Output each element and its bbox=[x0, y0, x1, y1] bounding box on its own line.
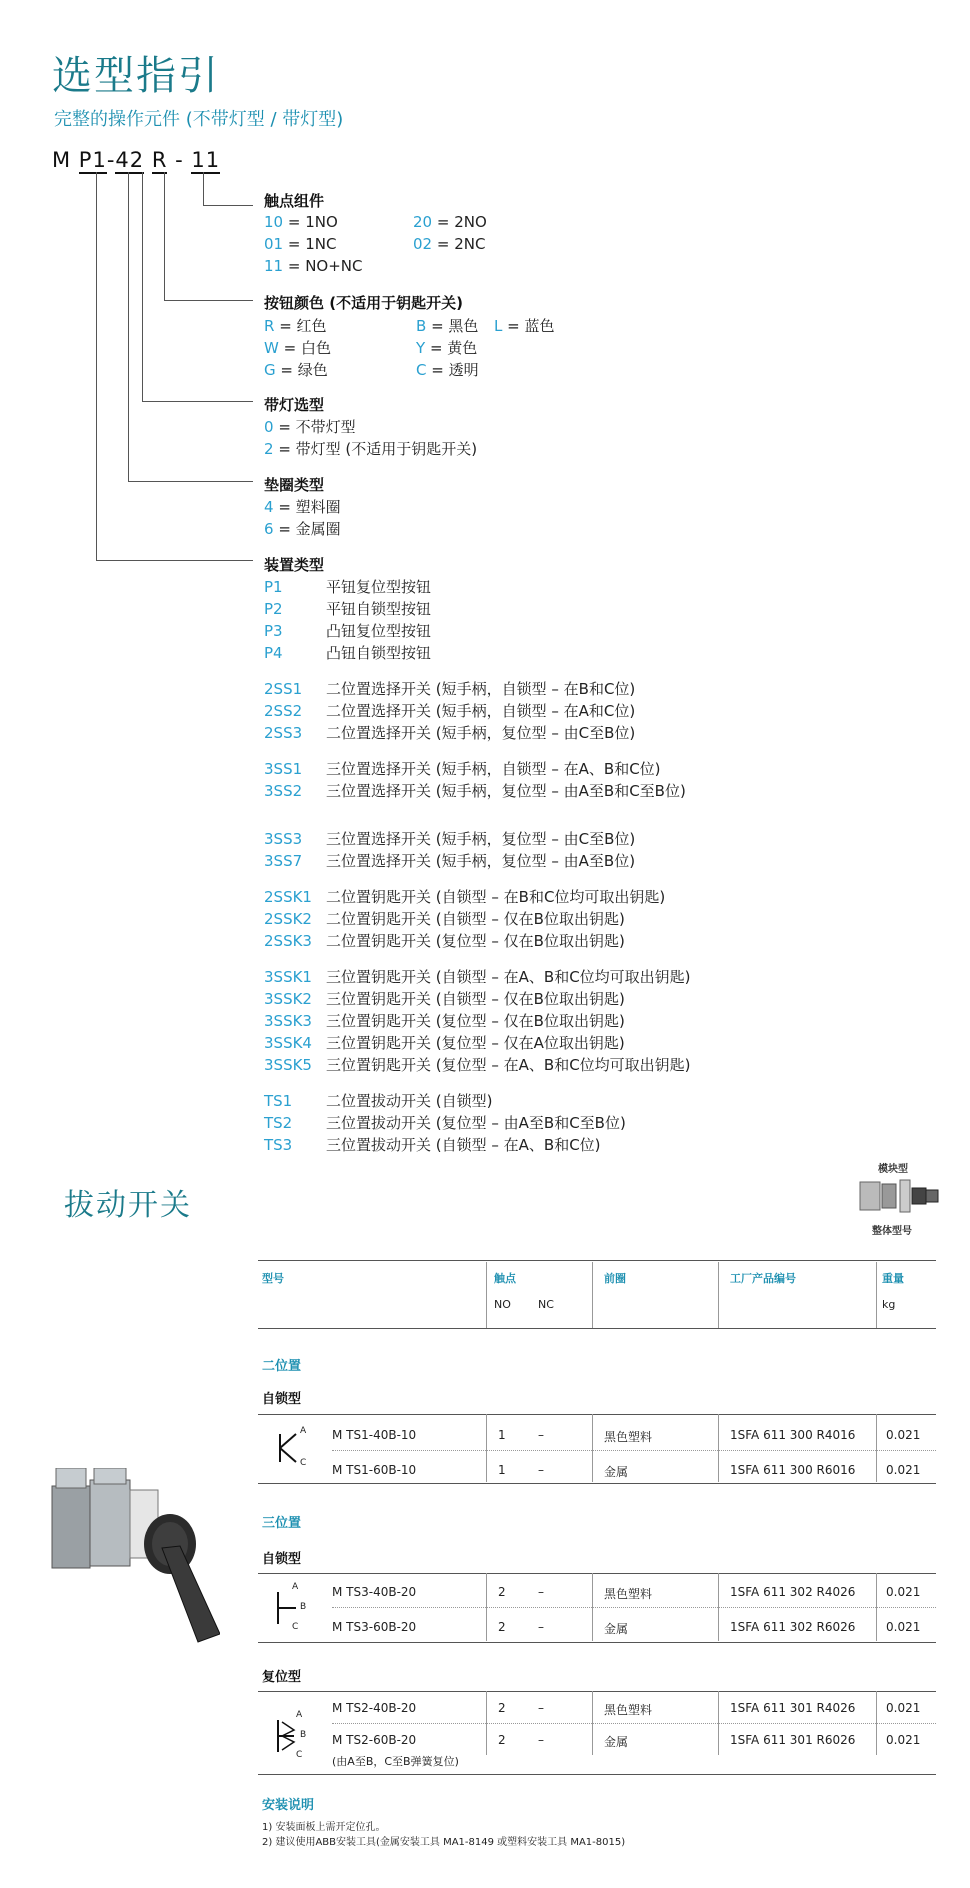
device-type-item: 3SSK3 三位置钥匙开关 (复位型 – 仅在B位取出钥匙) bbox=[264, 1012, 625, 1030]
col-contact: 触点 bbox=[494, 1272, 516, 1285]
connector-line bbox=[142, 172, 143, 402]
product-photo bbox=[50, 1468, 220, 1644]
cell-part: 1SFA 611 301 R6026 bbox=[730, 1733, 856, 1747]
col-weight: 重量 bbox=[882, 1272, 904, 1285]
cell-bezel: 黑色塑料 bbox=[604, 1430, 653, 1444]
code-dash: - bbox=[106, 148, 116, 172]
cell-nc: – bbox=[538, 1428, 544, 1442]
toggle-title: 拔动开关 bbox=[64, 1188, 192, 1223]
cell-bezel: 金属 bbox=[604, 1622, 629, 1636]
device-type-item: 2SSK2 二位置钥匙开关 (自锁型 – 仅在B位取出钥匙) bbox=[264, 910, 625, 928]
cell-no: 2 bbox=[498, 1585, 506, 1599]
install-note: 1) 安装面板上需开定位孔。 bbox=[262, 1822, 386, 1833]
connector-line bbox=[142, 401, 253, 402]
cell-model: M TS2-40B-20 bbox=[332, 1701, 417, 1715]
code-m: M bbox=[52, 148, 79, 172]
device-type-item: 2SS1 二位置选择开关 (短手柄，自锁型 – 在B和C位) bbox=[264, 680, 636, 698]
return-note: (由A至B，C至B弹簧复位) bbox=[332, 1755, 459, 1768]
cell-weight: 0.021 bbox=[886, 1701, 921, 1715]
complete-label: 整体型号 bbox=[872, 1226, 912, 1237]
col-part: 工厂产品编号 bbox=[730, 1272, 796, 1285]
color-option: R = 红色 bbox=[264, 317, 327, 335]
col-unit: kg bbox=[882, 1298, 896, 1311]
device-type-item: 2SSK3 二位置钥匙开关 (复位型 – 仅在B位取出钥匙) bbox=[264, 932, 625, 950]
page-title: 选型指引 bbox=[52, 53, 220, 99]
cell-nc: – bbox=[538, 1585, 544, 1599]
device-type-item: 3SS3 三位置选择开关 (短手柄，复位型 – 由C至B位) bbox=[264, 830, 636, 848]
device-type-item: TS3 三位置拔动开关 (自锁型 – 在A、B和C位) bbox=[264, 1136, 601, 1154]
cell-nc: – bbox=[538, 1733, 544, 1747]
two-position-symbol: A C bbox=[274, 1424, 314, 1472]
device-type-item: P4 凸钮自锁型按钮 bbox=[264, 644, 432, 662]
color-option: G = 绿色 bbox=[264, 361, 328, 379]
ring-option: 4 = 塑料圈 bbox=[264, 498, 341, 516]
cell-weight: 0.021 bbox=[886, 1463, 921, 1477]
cell-model: M TS1-60B-10 bbox=[332, 1463, 417, 1477]
cell-no: 1 bbox=[498, 1428, 506, 1442]
color-option: L = 蓝色 bbox=[494, 317, 555, 335]
contact-option: 11 = NO+NC bbox=[264, 257, 363, 275]
cell-nc: – bbox=[538, 1701, 544, 1715]
col-model: 型号 bbox=[262, 1272, 284, 1285]
color-title: 按钮颜色 (不适用于钥匙开关) bbox=[264, 294, 463, 312]
device-type-item: TS2 三位置拔动开关 (复位型 – 由A至B和C至B位) bbox=[264, 1114, 626, 1132]
device-type-item: 3SS1 三位置选择开关 (短手柄，自锁型 – 在A、B和C位) bbox=[264, 760, 661, 778]
device-type-item: TS1 二位置拔动开关 (自锁型) bbox=[264, 1092, 493, 1110]
cell-bezel: 金属 bbox=[604, 1735, 629, 1749]
code-ring: 4 bbox=[115, 148, 130, 172]
install-title: 安装说明 bbox=[262, 1798, 315, 1813]
cell-no: 1 bbox=[498, 1463, 506, 1477]
cell-model: M TS1-40B-10 bbox=[332, 1428, 417, 1442]
cell-weight: 0.021 bbox=[886, 1733, 921, 1747]
device-title: 装置类型 bbox=[264, 556, 325, 574]
cell-nc: – bbox=[538, 1620, 544, 1634]
cell-model: M TS3-60B-20 bbox=[332, 1620, 417, 1634]
contact-option: 10 = 1NO bbox=[264, 213, 338, 231]
connector-line bbox=[128, 481, 253, 482]
device-type-item: 2SS2 二位置选择开关 (短手柄，自锁型 – 在A和C位) bbox=[264, 702, 636, 720]
code-p: P1 bbox=[78, 148, 107, 172]
cell-part: 1SFA 611 301 R4026 bbox=[730, 1701, 856, 1715]
cell-weight: 0.021 bbox=[886, 1585, 921, 1599]
device-list bbox=[264, 576, 691, 1156]
contacts-title: 触点组件 bbox=[264, 192, 325, 210]
module-label: 模块型 bbox=[878, 1164, 908, 1175]
device-type-item: P2 平钮自锁型按钮 bbox=[264, 600, 432, 618]
lamp-title: 带灯选型 bbox=[264, 396, 325, 414]
col-no: NO bbox=[494, 1298, 511, 1311]
color-option: W = 白色 bbox=[264, 339, 331, 357]
cell-weight: 0.021 bbox=[886, 1428, 921, 1442]
connector-line bbox=[128, 172, 129, 482]
cell-nc: – bbox=[538, 1463, 544, 1477]
ring-title: 垫圈类型 bbox=[264, 476, 325, 494]
col-bezel: 前圈 bbox=[604, 1272, 626, 1285]
cell-bezel: 黑色塑料 bbox=[604, 1587, 653, 1601]
cell-no: 2 bbox=[498, 1620, 506, 1634]
cell-part: 1SFA 611 300 R6016 bbox=[730, 1463, 856, 1477]
device-type-item: 2SSK1 二位置钥匙开关 (自锁型 – 在B和C位均可取出钥匙) bbox=[264, 888, 666, 906]
cell-part: 1SFA 611 300 R4016 bbox=[730, 1428, 856, 1442]
connector-line bbox=[164, 172, 165, 301]
section-title: 二位置 bbox=[262, 1359, 302, 1374]
subsection-title: 自锁型 bbox=[262, 1552, 302, 1567]
three-position-return-symbol: A B C bbox=[272, 1708, 316, 1764]
cell-part: 1SFA 611 302 R4026 bbox=[730, 1585, 856, 1599]
color-option: B = 黑色 bbox=[416, 317, 479, 335]
device-type-item: P3 凸钮复位型按钮 bbox=[264, 622, 432, 640]
device-type-item: P1 平钮复位型按钮 bbox=[264, 578, 432, 596]
connector-line bbox=[203, 172, 204, 206]
cell-bezel: 黑色塑料 bbox=[604, 1703, 653, 1717]
device-type-item: 3SSK5 三位置钥匙开关 (复位型 – 在A、B和C位均可取出钥匙) bbox=[264, 1056, 691, 1074]
cell-part: 1SFA 611 302 R6026 bbox=[730, 1620, 856, 1634]
type-code bbox=[52, 148, 220, 172]
contact-option: 01 = 1NC bbox=[264, 235, 337, 253]
subsection-title: 复位型 bbox=[262, 1670, 302, 1685]
ring-option: 6 = 金属圈 bbox=[264, 520, 341, 538]
section-title: 三位置 bbox=[262, 1516, 302, 1531]
install-note: 2) 建议使用ABB安装工具(金属安装工具 MA1-8149 或塑料安装工具 MA1-8015) bbox=[262, 1837, 626, 1848]
connector-line bbox=[96, 172, 97, 561]
contact-option: 02 = 2NC bbox=[413, 235, 486, 253]
color-option: C = 透明 bbox=[416, 361, 479, 379]
page-subtitle: 完整的操作元件 (不带灯型 / 带灯型) bbox=[54, 109, 344, 130]
connector-line bbox=[164, 300, 253, 301]
cell-no: 2 bbox=[498, 1701, 506, 1715]
lamp-option: 2 = 带灯型 (不适用于钥匙开关) bbox=[264, 440, 478, 458]
connector-line bbox=[203, 205, 253, 206]
device-type-item: 2SS3 二位置选择开关 (短手柄，复位型 – 由C至B位) bbox=[264, 724, 636, 742]
cell-weight: 0.021 bbox=[886, 1620, 921, 1634]
device-type-item: 3SSK2 三位置钥匙开关 (自锁型 – 仅在B位取出钥匙) bbox=[264, 990, 625, 1008]
connector-line bbox=[96, 560, 253, 561]
code-dash: - bbox=[167, 148, 192, 172]
lamp-option: 0 = 不带灯型 bbox=[264, 418, 356, 436]
device-type-item: 3SSK1 三位置钥匙开关 (自锁型 – 在A、B和C位均可取出钥匙) bbox=[264, 968, 691, 986]
cell-model: M TS2-60B-20 bbox=[332, 1733, 417, 1747]
code-color: R bbox=[151, 148, 168, 172]
subsection-title: 自锁型 bbox=[262, 1392, 302, 1407]
code-contacts: 11 bbox=[191, 148, 221, 172]
three-position-symbol: A B C bbox=[292, 1582, 307, 1632]
device-type-item: 3SS7 三位置选择开关 (短手柄，复位型 – 由A至B位) bbox=[264, 852, 636, 870]
color-option: Y = 黄色 bbox=[416, 339, 478, 357]
cell-bezel: 金属 bbox=[604, 1465, 629, 1479]
module-icon bbox=[858, 1178, 940, 1214]
device-type-item: 3SSK4 三位置钥匙开关 (复位型 – 仅在A位取出钥匙) bbox=[264, 1034, 625, 1052]
col-nc: NC bbox=[538, 1298, 554, 1311]
cell-no: 2 bbox=[498, 1733, 506, 1747]
cell-model: M TS3-40B-20 bbox=[332, 1585, 417, 1599]
code-lamp: 2 bbox=[129, 148, 145, 172]
contact-option: 20 = 2NO bbox=[413, 213, 487, 231]
device-type-item: 3SS2 三位置选择开关 (短手柄，复位型 – 由A至B和C至B位) bbox=[264, 782, 686, 800]
